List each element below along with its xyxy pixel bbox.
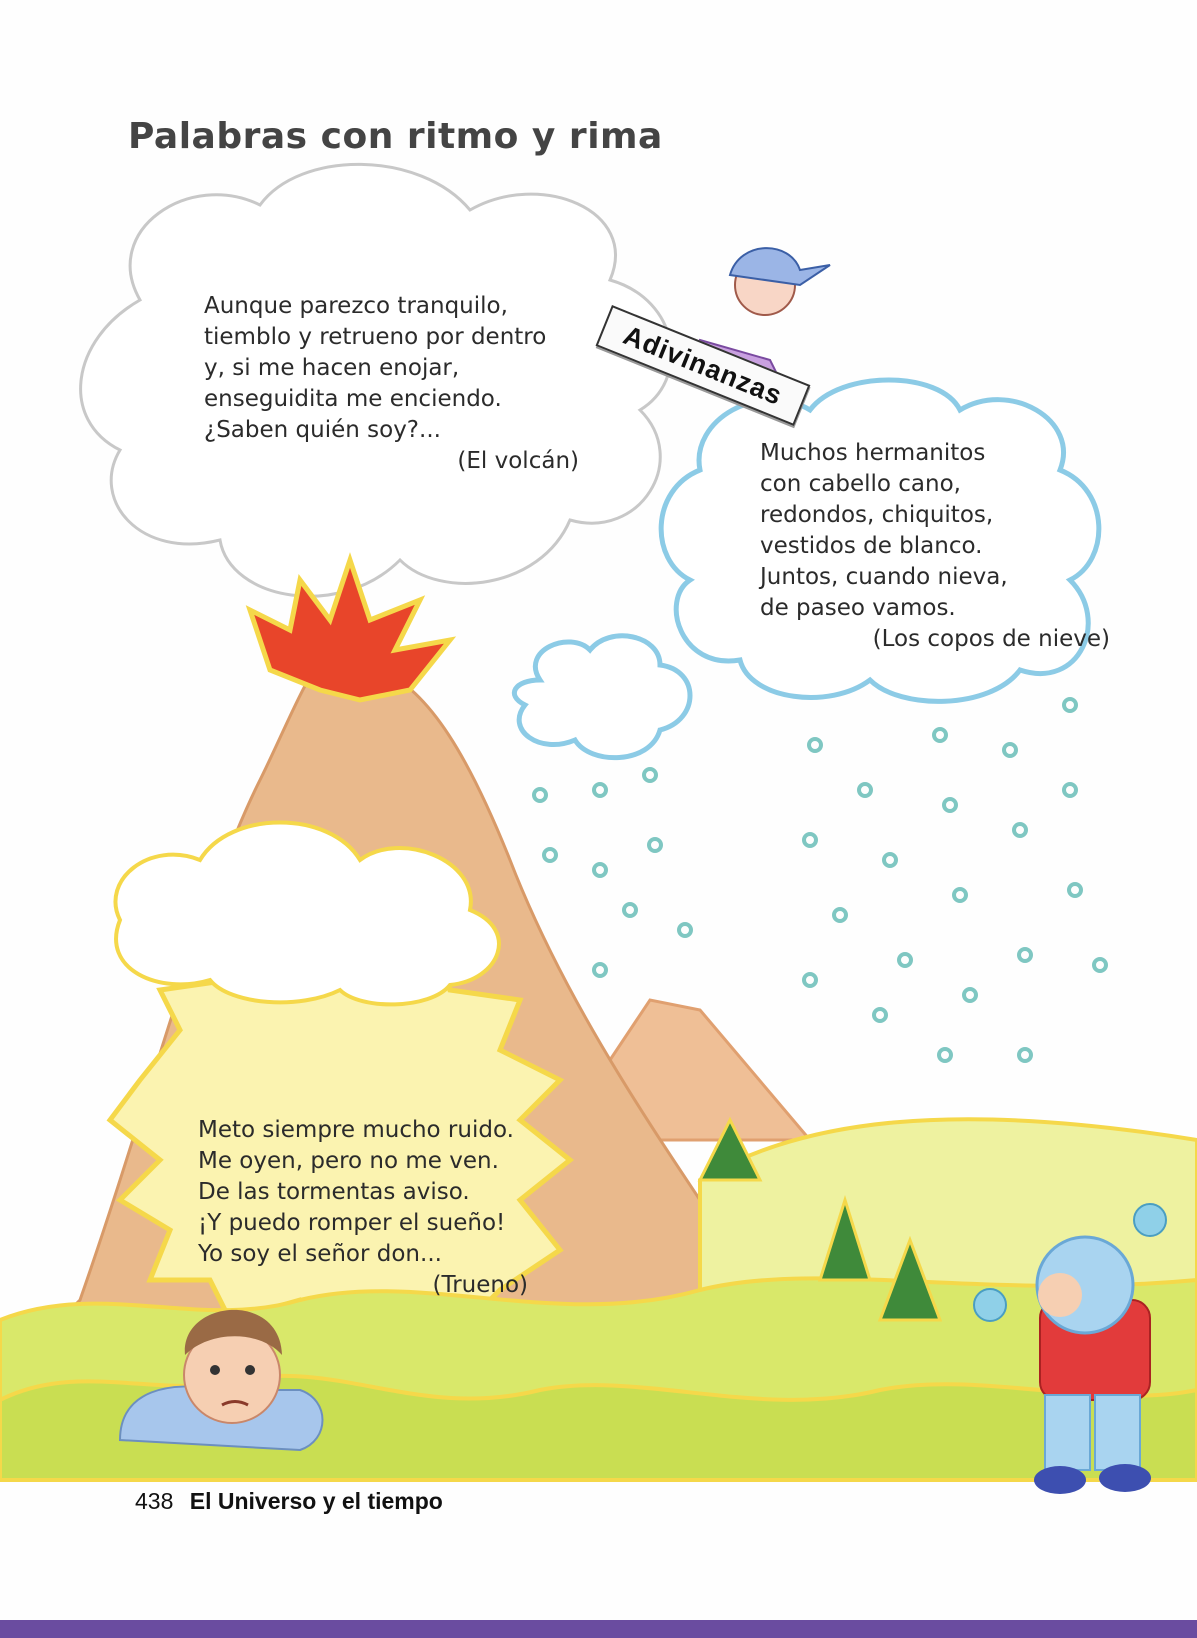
riddle-line: Aunque parezco tranquilo, [204, 293, 508, 319]
riddle-line: tiemblo y retrueno por dentro [204, 324, 547, 350]
riddle-line: Me oyen, pero no me ven. [198, 1148, 499, 1174]
riddle-snow [760, 438, 1110, 655]
riddle-line: con cabello cano, [760, 471, 961, 497]
page-footer [135, 1488, 443, 1515]
riddle-thunder [198, 1115, 528, 1301]
riddle-line: vestidos de blanco. [760, 533, 983, 559]
riddle-line: Juntos, cuando nieva, [760, 564, 1008, 590]
riddle-answer: (Trueno) [432, 1272, 528, 1298]
riddle-line: y, si me hacen enojar, [204, 355, 460, 381]
riddle-line: redondos, chiquitos, [760, 502, 994, 528]
riddle-volcano [204, 291, 579, 477]
page-title: Palabras con ritmo y rima [128, 116, 663, 158]
page-number: 438 [135, 1488, 174, 1514]
riddle-line: ¿Saben quién soy?... [204, 417, 441, 443]
riddle-line: Meto siempre mucho ruido. [198, 1117, 514, 1143]
riddle-answer: (Los copos de nieve) [872, 626, 1110, 652]
adivinanzas-sign: Adivinanzas [596, 305, 811, 426]
riddle-line: ¡Y puedo romper el sueño! [198, 1210, 506, 1236]
small-blue-cloud [514, 636, 690, 758]
riddle-line: Muchos hermanitos [760, 440, 986, 466]
riddle-line: Yo soy el señor don... [198, 1241, 442, 1267]
footer-bar [0, 1620, 1197, 1638]
riddle-line: De las tormentas aviso. [198, 1179, 470, 1205]
section-title: El Universo y el tiempo [189, 1488, 443, 1514]
riddle-answer: (El volcán) [457, 448, 579, 474]
riddle-line: de paseo vamos. [760, 595, 956, 621]
riddle-line: enseguidita me enciendo. [204, 386, 502, 412]
